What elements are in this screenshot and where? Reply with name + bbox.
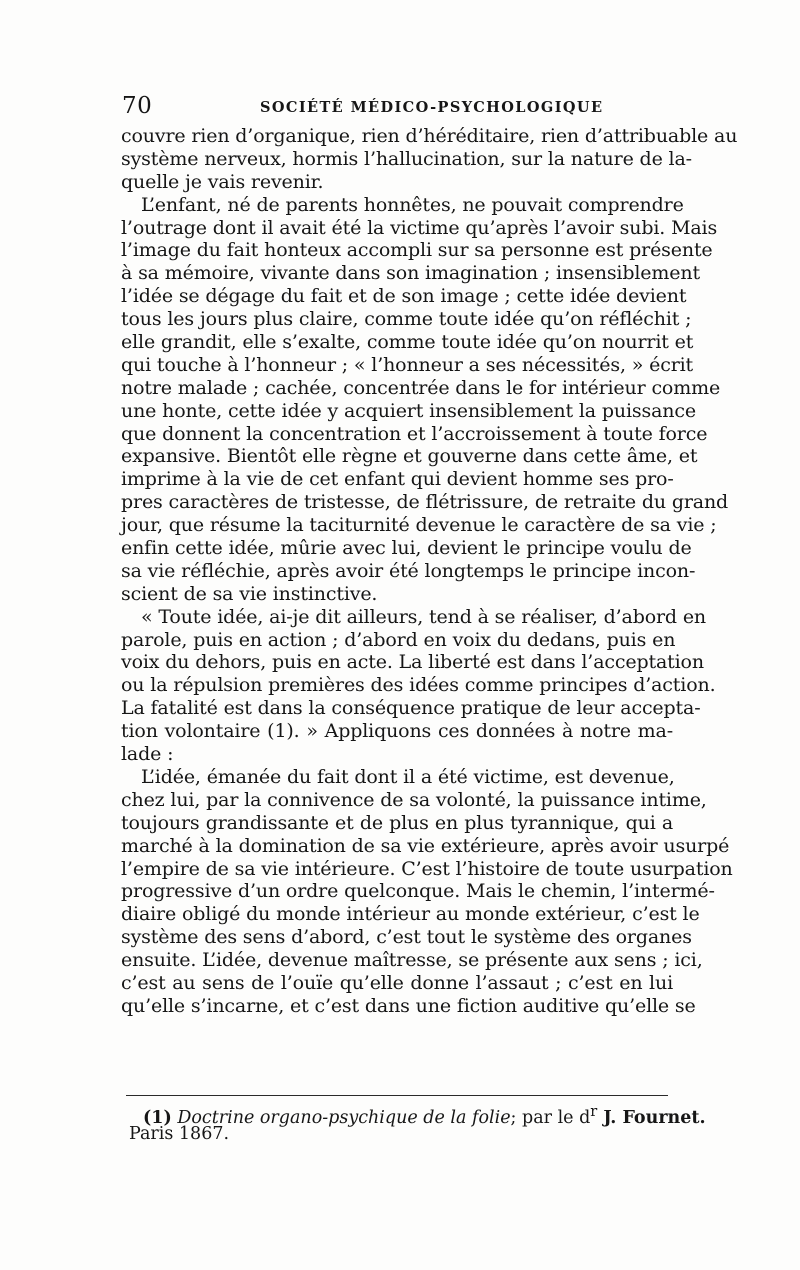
footnote-by-superscript: r (590, 1103, 598, 1120)
body-text (121, 125, 738, 1018)
text-line: l’idée se dégage du fait et de son image ; cette idée devient (121, 285, 687, 308)
text-line: pres caractères de tristesse, de flétrissure, de retraite du grand (121, 491, 729, 514)
footnote-marker: (1) (143, 1107, 172, 1128)
text-line: elle grandit, elle s’exalte, comme toute idée qu’on nourrit et (121, 331, 694, 354)
footnote (129, 1101, 706, 1145)
text-line: L’idée, émanée du fait dont il a été victime, est devenue, (141, 765, 675, 788)
text-line: imprime à la vie de cet enfant qui devient homme ses pro- (121, 468, 674, 491)
text-line: progressive d’un ordre quelconque. Mais le chemin, l’intermé- (121, 880, 715, 903)
text-line: scient de sa vie instinctive. (121, 582, 378, 605)
text-line: système des sens d’abord, c’est tout le système des organes (121, 926, 692, 949)
running-head: SOCIÉTÉ MÉDICO-PSYCHOLOGIQUE (260, 99, 604, 116)
text-line: marché à la domination de sa vie extérieure, après avoir usurpé (121, 834, 730, 857)
page-header (122, 92, 682, 122)
text-line: sa vie réfléchie, après avoir été longtemps le principe incon- (121, 559, 696, 582)
text-line: l’image du fait honteux accompli sur sa personne est présente (121, 239, 713, 262)
text-line: toujours grandissante et de plus en plus tyrannique, qui a (121, 811, 673, 834)
text-line: couvre rien d’organique, rien d’héréditaire, rien d’attribuable au (121, 125, 738, 147)
text-line: enfin cette idée, mûrie avec lui, devient le principe voulu de (121, 537, 692, 560)
text-line: tous les jours plus claire, comme toute idée qu’on réfléchit ; (121, 308, 692, 331)
text-line: l’empire de sa vie intérieure. C’est l’histoire de toute usurpation (121, 857, 733, 880)
text-line: ensuite. L’idée, devenue maîtresse, se présente aux sens ; ici, (121, 949, 703, 972)
page-number: 70 (122, 93, 153, 119)
text-line: notre malade ; cachée, concentrée dans le for intérieur comme (121, 376, 721, 399)
text-line: à sa mémoire, vivante dans son imagination ; insensiblement (121, 262, 700, 285)
text-line: chez lui, par la connivence de sa volonté, la puissance intime, (121, 788, 707, 811)
text-line: tion volontaire (1). » Appliquons ces données à notre ma- (121, 720, 673, 743)
text-line: quelle je vais revenir. (121, 170, 324, 193)
text-line: c’est au sens de l’ouïe qu’elle donne l’assaut ; c’est en lui (121, 971, 673, 994)
footnote-author: J. Fournet. (597, 1107, 706, 1128)
text-line: « Toute idée, ai-je dit ailleurs, tend à se réaliser, d’abord en (141, 605, 707, 628)
footnote-rule (126, 1095, 668, 1096)
text-line: parole, puis en action ; d’abord en voix du dedans, puis en (121, 628, 676, 651)
text-line: jour, que résume la taciturnité devenue le caractère de sa vie ; (121, 514, 717, 537)
footnote-line (129, 1101, 706, 1128)
text-line: lade : (121, 743, 174, 766)
text-line: ou la répulsion premières des idées comme principes d’action. (121, 674, 716, 697)
text-line: qui touche à l’honneur ; « l’honneur a ses nécessités, » écrit (121, 353, 694, 376)
footnote-place-date: Paris 1867. (129, 1124, 230, 1144)
text-line: qu’elle s’incarne, et c’est dans une fiction auditive qu’elle se (121, 994, 696, 1017)
text-line: que donnent la concentration et l’accroissement à toute force (121, 422, 708, 445)
text-line: l’outrage dont il avait été la victime qu’après l’avoir subi. Mais (121, 216, 718, 239)
text-line: voix du dehors, puis en acte. La liberté est dans l’acceptation (121, 651, 704, 674)
footnote-by: ; par le d (510, 1107, 591, 1128)
text-line: expansive. Bientôt elle règne et gouverne dans cette âme, et (121, 445, 698, 468)
text-line: système nerveux, hormis l’hallucination, sur la nature de la- (121, 147, 692, 170)
text-line: une honte, cette idée y acquiert insensiblement la puissance (121, 399, 696, 422)
footnote-title: Doctrine organo-psychique de la folie (177, 1107, 511, 1128)
text-line: La fatalité est dans la conséquence pratique de leur accepta- (121, 697, 701, 720)
text-line: L’enfant, né de parents honnêtes, ne pouvait comprendre (141, 193, 684, 216)
text-line: diaire obligé du monde intérieur au monde extérieur, c’est le (121, 903, 700, 926)
